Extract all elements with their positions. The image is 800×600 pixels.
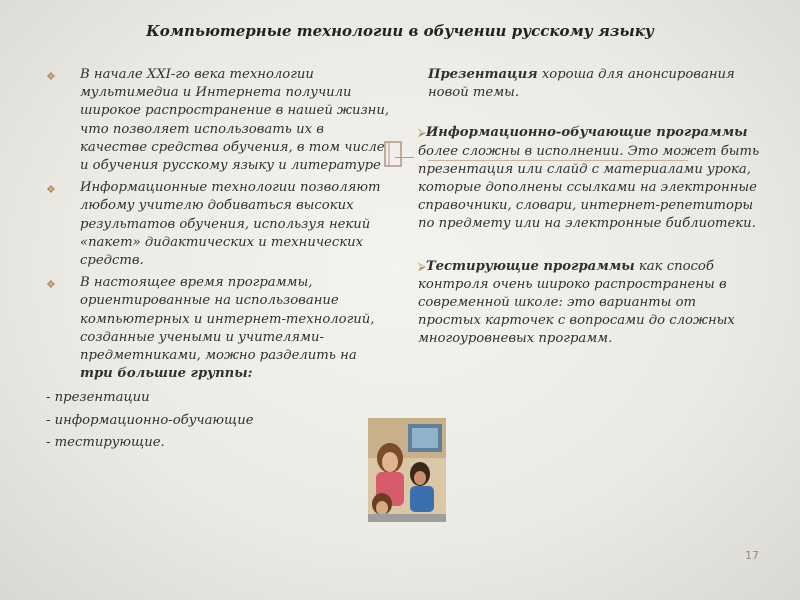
bullet-text: В настоящее время программы, ориентированные на использование компьютерных и интернет-технологий, созданные учеными и учителями-предметниками, можно разделить на [80,275,375,364]
paragraph-presentation [418,66,763,102]
bullet-item [38,66,393,175]
dash-item-testing: - тестирующие. [46,434,165,450]
paragraph-heading: Презентация [428,67,538,82]
classroom-photo [368,418,446,522]
left-column [38,66,393,452]
arrow-bullet-icon: ⮚ [418,259,426,273]
arrow-bullet-icon: ⮚ [418,126,426,140]
bullet-item [38,179,393,270]
paragraph-info-learning [418,124,763,233]
right-column [418,66,763,349]
bullet-item [38,274,393,383]
bullet-text: В начале XXI-го века технологии мультимедиа и Интернета получили широкое распространение в нашей жизни, что позволяет использовать их в качестве средства обучения, в том числе и обучения русскому языку и литературе [80,67,390,174]
diamond-bullet-icon: ❖ [46,278,56,292]
bullet-bold-text: три большие группы: [80,366,253,382]
bullet-text: Информационные технологии позволяют любому учителю добиваться высоких результатов обучения, используя некий «пакет» дидактических и технических средств. [80,180,381,269]
slide-title: Компьютерные технологии в обучении русскому языку [146,22,654,40]
paragraph-heading: Тестирующие программы [425,258,635,274]
box-glyph-icon [380,138,406,170]
diamond-bullet-icon: ❖ [46,70,56,83]
dash-item-info-learning: - информационно-обучающие [46,412,254,428]
paragraph-text: хороша для анонсирования новой темы. [428,67,735,101]
dash-item-presentations: - презентации [46,390,150,406]
paragraph-testing [418,258,763,349]
diamond-bullet-icon: ❖ [46,183,56,197]
paragraph-text: как способ контроля очень широко распространены в современной школе: это варианты от простых карточек с вопросами до сложных многоуровневых программ. [418,258,735,347]
paragraph-heading: Информационно-обучающие программы [425,125,748,141]
paragraph-text: более сложны в исполнении. Это может быть презентация или слайд с материалами урока, которые дополнены ссылками на электронные справочники, словари, интернет-репетиторы по предмету или на электронные библиотеки. [418,143,760,232]
page-number: 17 [745,549,759,562]
